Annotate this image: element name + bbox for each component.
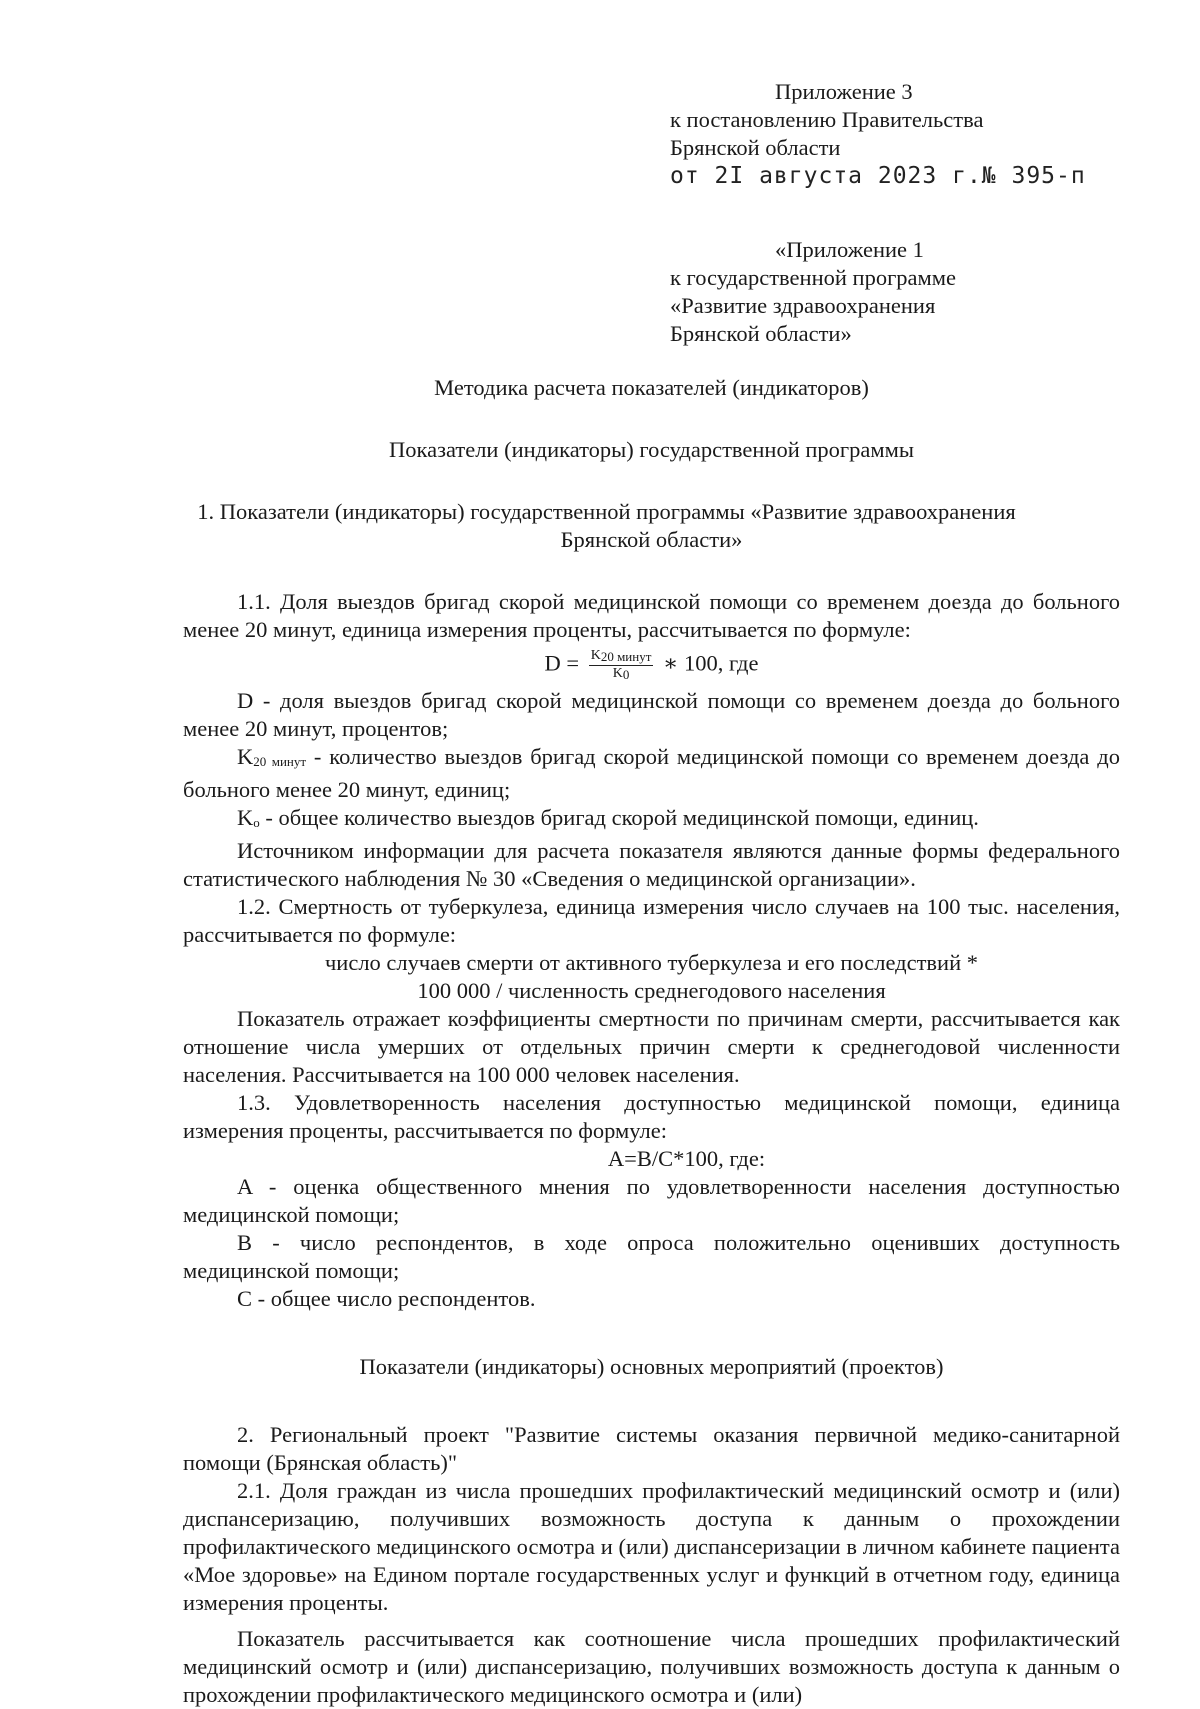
k20-subscript: 20 минут [253, 754, 307, 769]
definition-b: B - число респондентов, в ходе опроса положительно оценивших доступность медицинской помощи; [183, 1230, 1120, 1283]
definition-c: C - общее число респондентов. [237, 1286, 536, 1311]
formula-2-line: 100 000 / численность среднегодового населения [417, 978, 886, 1003]
section-title: Показатели (индикаторы) основных мероприятий (проектов) [359, 1354, 944, 1379]
numerator-symbol: K [590, 648, 601, 663]
denominator-symbol: K [612, 666, 623, 681]
formula-rhs: ∗ 100, где [663, 650, 759, 676]
decree-date-number: от 2I августа 2023 г.№ 395-п [670, 163, 1086, 189]
paragraph-1-2: 1.2. Смертность от туберкулеза, единица измерения число случаев на 100 тыс. населения, рассчитывается по формуле: [183, 894, 1120, 947]
document-title: Методика расчета показателей (индикаторов) [434, 375, 869, 400]
ko-text: - общее количество выездов бригад скорой медицинской помощи, единиц. [259, 805, 979, 830]
paragraph-1-1: 1.1. Доля выездов бригад скорой медицинской помощи со временем доезда до больного менее 20 минут, единица измерения проценты, рассчитывается по формуле: [183, 589, 1120, 642]
paragraph-1-2-explanation: Показатель отражает коэффициенты смертности по причинам смерти, рассчитывается как отношение числа умерших от отдельных причин смерти к среднегодовой численности населения. Рассчитывается на 100 000 человек населения. [183, 1006, 1120, 1087]
denominator-subscript: 0 [622, 667, 630, 682]
ko-symbol: K [237, 805, 254, 830]
section-1-heading [183, 498, 1120, 554]
paragraph-2-1: 2.1. Доля граждан из числа прошедших профилактический медицинский осмотр и (или) диспансеризацию, получивших возможность доступа к данным о прохождении профилактического медицинского осмотра и (или) диспансеризации в личном кабинете пациента «Мое здоровье» на Едином портале государственных услуг и функций в отчетном году, единица измерения проценты. [183, 1478, 1120, 1615]
source-paragraph: Источником информации для расчета показателя являются данные формы федерального статистического наблюдения № 30 «Сведения о медицинской организации». [183, 838, 1120, 891]
k20-text: - количество выездов бригад скорой медицинской помощи со временем доезда до больного менее 20 минут, единиц; [183, 744, 1120, 802]
appendix-line: к государственной программе [670, 265, 957, 290]
document-body [183, 374, 1120, 1709]
ko-subscript: о [253, 815, 260, 830]
appendix-header [670, 78, 1150, 348]
definition-k20 [183, 743, 1120, 804]
appendix-line: Брянской области» [670, 321, 852, 346]
paragraph-2: 2. Региональный проект "Развитие системы оказания первичной медико-санитарной помощи (Брянская область)" [183, 1422, 1120, 1475]
appendix-line: к постановлению Правительства [670, 107, 984, 132]
appendix-line: Брянской области [670, 135, 841, 160]
appendix-line: «Развитие здравоохранения [670, 293, 936, 318]
k20-symbol: K [237, 744, 254, 769]
formula-3: A=B/C*100, где: [607, 1146, 766, 1171]
formula-2-line: число случаев смерти от активного туберкулеза и его последствий * [324, 950, 979, 975]
program-appendix-number: «Приложение 1 [775, 237, 924, 262]
formula-1 [183, 648, 1120, 683]
definition-d: D - доля выездов бригад скорой медицинской помощи со временем доезда до больного менее 20 минут, процентов; [183, 688, 1120, 741]
definition-a: A - оценка общественного мнения по удовлетворенности населения доступностью медицинской помощи; [183, 1174, 1120, 1227]
fraction-numerator [589, 648, 654, 666]
appendix-number: Приложение 3 [775, 79, 913, 104]
definition-ko [183, 804, 1120, 837]
formula-fraction [589, 648, 654, 683]
numerator-subscript: 20 минут [600, 649, 652, 664]
section-heading-line: Брянской области» [560, 527, 743, 552]
section-title: Показатели (индикаторы) государственной программы [389, 437, 914, 462]
formula-lhs: D = [544, 650, 580, 676]
fraction-denominator [589, 666, 654, 683]
section-heading-line: 1. Показатели (индикаторы) государственной программы «Развитие здравоохранения [197, 499, 1016, 524]
paragraph-1-3: 1.3. Удовлетворенность населения доступностью медицинской помощи, единица измерения проценты, рассчитывается по формуле: [183, 1090, 1120, 1143]
paragraph-2-1-explanation: Показатель рассчитывается как соотношение числа прошедших профилактический медицинский осмотр и (или) диспансеризацию, получивших возможность доступа к данным о прохождении профилактического медицинского осмотра и (или) [183, 1626, 1120, 1707]
